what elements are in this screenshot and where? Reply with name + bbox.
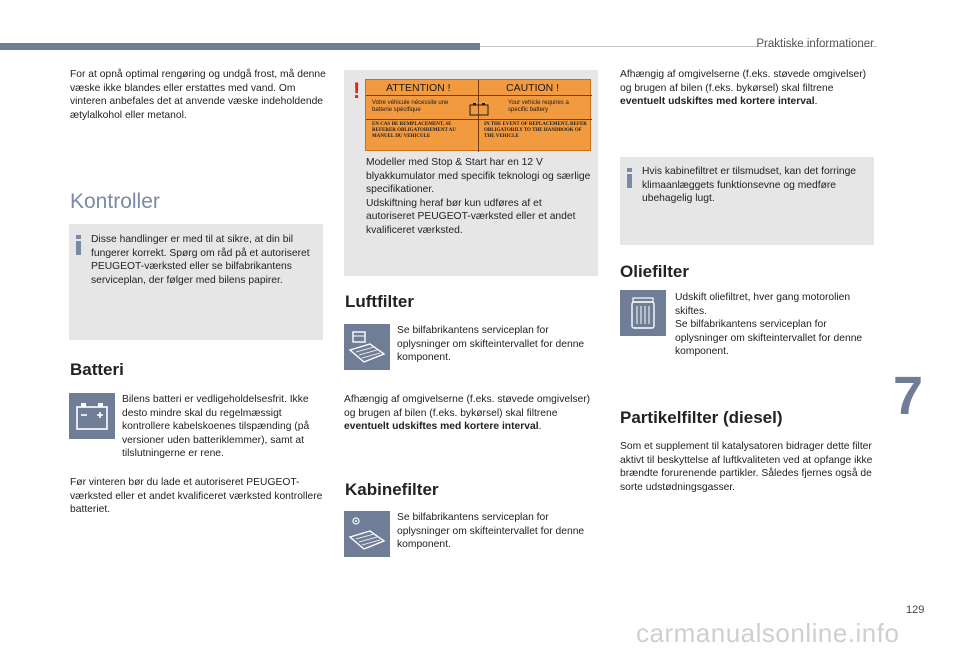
label-caution: CAUTION ! [506,82,560,94]
kabinefilter-heading: Kabinefilter [345,480,439,499]
stop-start-info-text: Modeller med Stop & Start har en 12 V blyakkumulator med specifik teknologi og særlige specifikationer. Udskiftning heraf bør kun udføres af et autoriseret PEUGEOT-værksted eller et andet kvalificeret værksted. [366,157,591,236]
partikelfilter-heading: Partikelfilter (diesel) [620,408,783,427]
kontroller-info-text: Disse handlinger er med til at sikre, at din bil fungerer korrekt. Spørg om råd på et autoriseret PEUGEOT-værksted eller se bilfabrikantens serviceplan, der følger med bilens papirer. [91,234,310,286]
watermark: carmanualsonline.info [636,618,900,648]
battery-icon [69,393,115,439]
label-fr-small: Votre véhicule nécessite une batterie spécifique [372,100,449,113]
section-title: Praktiske informationer [756,38,874,50]
partikelfilter-text: Som et supplement til katalysatoren bidrager dette filter aktivt til beskyttelse af luftkvaliteten ved at opfange ikke brændte forurenende partikler. Således fjernes også de sorte udstødningsgasser. [620,441,873,493]
kabinefilter-info-text: Hvis kabinefiltret er tilsmudset, kan det forringe klimaanlæggets funktionsevne og medføre ubehagelig lugt. [642,166,857,205]
kontroller-info-box [69,224,323,340]
batteri-text: Bilens batteri er vedligeholdelsesfrit. Ikke desto mindre skal du regelmæssigt kontrollere kabelskoenes tilspænding (på versioner uden batteriklemmer), samt at tilslutningerne er rene. [122,394,310,460]
luftfilter-heading: Luftfilter [345,292,414,311]
warning-icon: ! [353,78,361,103]
batteri-note: Før vinteren bør du lade et autoriseret PEUGEOT-værksted eller et andet kvalificeret værksted kontrollere batteriet. [70,477,323,516]
label-fr-bold: EN CAS DE REMPLACEMENT, SE REFERER OBLIGATOIREMENT AU MANUEL DU VEHICULE [372,122,456,139]
kontroller-heading: Kontroller [70,190,160,213]
luftfilter-text: Se bilfabrikantens serviceplan for oplysninger om skifteintervallet for denne komponent. [397,325,585,364]
label-en-bold: IN THE EVENT OF REPLACEMENT, REFER OBLIGATORILY TO THE HANDBOOK OF THE VEHICLE [484,122,587,139]
cabin-filter-icon [344,511,390,557]
air-filter-icon [344,324,390,370]
kabinefilter-note: Afhængig af omgivelserne (f.eks. støvede omgivelser) og brugen af bilen (f.eks. bykørsel) skal filtrene eventuelt udskiftes med kortere interval. [620,69,867,108]
oliefilter-text: Udskift oliefiltret, hver gang motorolien skiftes. Se bilfabrikantens serviceplan for oplysninger om skifteintervallet for denne komponent. [675,292,863,358]
kabinefilter-text: Se bilfabrikantens serviceplan for oplysninger om skifteintervallet for denne komponent. [397,512,585,551]
batteri-heading: Batteri [70,360,124,379]
luftfilter-note: Afhængig af omgivelserne (f.eks. støvede omgivelser) og brugen af bilen (f.eks. bykørsel) skal filtrene eventuelt udskiftes med kortere interval. [344,394,591,433]
battery-warning-label [365,79,591,151]
oil-filter-icon [620,290,666,336]
label-battery-icon [468,102,490,116]
intro-paragraph: For at opnå optimal rengøring og undgå frost, må denne væske ikke blandes eller erstattes med vand. Om vinteren anbefales det at anvende væske indeholdende ætylalkohol eller metanol. [70,69,326,121]
chapter-number: 7 [893,366,924,426]
label-attention: ATTENTION ! [386,82,451,94]
kabinefilter-info-box [620,157,874,245]
page-number: 129 [906,604,925,616]
oliefilter-heading: Oliefilter [620,262,689,281]
label-en-small: Your vehicle requires a specific battery [508,100,569,113]
header-bar [0,43,480,50]
